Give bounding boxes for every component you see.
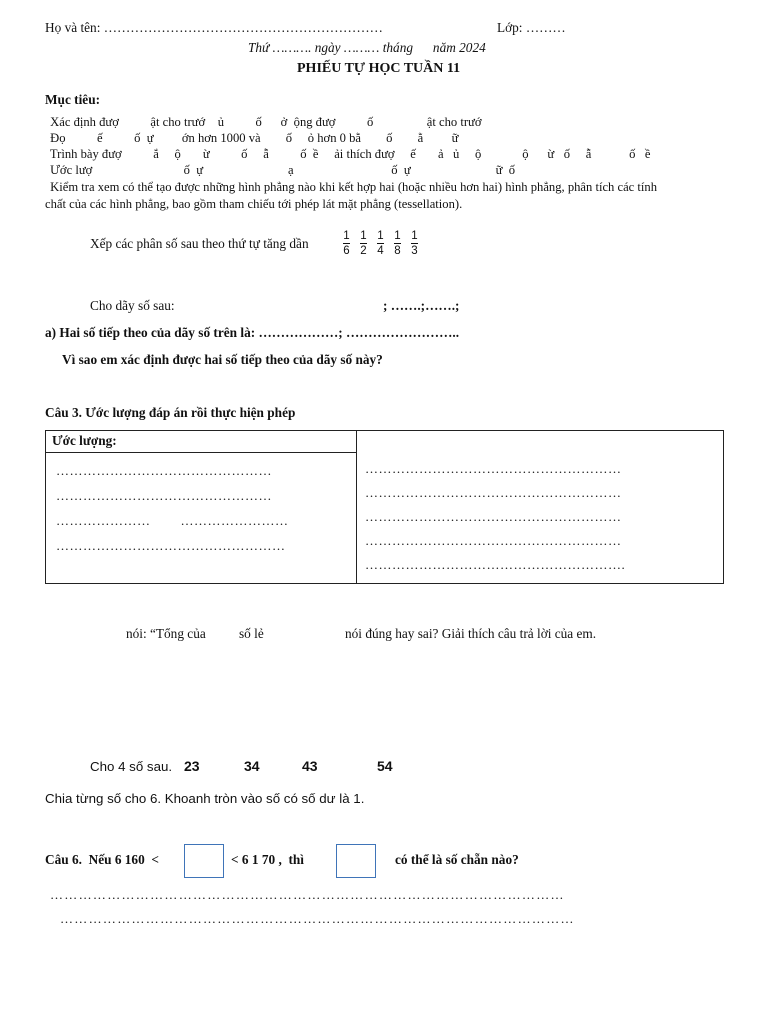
sequence-blanks: ; …….;…….; [383, 298, 460, 313]
class-field-line: Lớp: ……… [497, 20, 566, 35]
answer-box[interactable] [336, 844, 376, 878]
answer-dotted-line[interactable]: ………………………………………………… [365, 509, 622, 524]
q6-label: Câu 6. Nếu 6 160 < [45, 852, 159, 867]
date-line: Thứ ………. ngày ……… tháng năm 2024 [248, 40, 486, 55]
objectives-heading: Mục tiêu: [45, 92, 101, 107]
answer-dotted-line[interactable]: ………………………………………………… [365, 461, 622, 476]
q4-text-part1: nói: “Tổng của [126, 626, 206, 641]
sequence-prompt: Cho dãy số sau: [90, 298, 175, 313]
fraction: 1 8 [394, 230, 401, 257]
calculation-cell [357, 431, 724, 584]
answer-dotted-line[interactable]: ………………………………………………… [365, 485, 622, 500]
fraction: 1 4 [377, 230, 384, 257]
objective-item: Kiểm tra xem có thể tạo được những hình phẳng nào khi kết hợp hai (hoặc nhiều hơn hai) hình phẳng, phân tích các tính [47, 180, 657, 194]
answer-dotted-line[interactable]: ………………………………………………… [365, 533, 622, 548]
q3-title: Câu 3. Ước lượng đáp án rồi thực hiện phép [45, 405, 296, 420]
q5-number[interactable]: 23 [184, 758, 200, 774]
fractions-prompt: Xếp các phân số sau theo thứ tự tăng dần [90, 236, 309, 251]
estimate-table [45, 430, 724, 584]
answer-dotted-line[interactable]: ………………………………………… [56, 488, 272, 503]
answer-dotted-line[interactable]: …………………………………………………. [365, 557, 626, 572]
objective-item: Ước lượ ố ự ạ ố ự ữ ố [47, 163, 516, 177]
q5-number[interactable]: 43 [302, 758, 318, 774]
answer-dotted-line[interactable]: …………………………………………… [56, 538, 286, 553]
sequence-why: Vì sao em xác định được hai số tiếp theo của dãy số này? [62, 352, 383, 367]
answer-box[interactable] [184, 844, 224, 878]
fraction: 1 2 [360, 230, 367, 257]
objective-item: chất của các hình phẳng, bao gồm tham chiếu tới phép lát mặt phẳng (tessellation). [45, 197, 463, 211]
estimate-label: Ước lượng: [52, 433, 117, 448]
objective-item: Đọ ế ố ự ớn hơn 1000 và ố ỏ hơn 0 bằ ố ằ ữ [47, 131, 459, 145]
sequence-part-a: a) Hai số tiếp theo của dãy số trên là: ………………; …………………….. [45, 325, 460, 340]
objective-item: Xác định đượ ật cho trướ ủ ố ở ộng đượ ố ật cho trướ [47, 115, 482, 129]
answer-dotted-line[interactable]: ……………………………………………………………………………………………… [60, 911, 575, 926]
estimate-cell [46, 431, 357, 584]
q5-prompt: Cho 4 số sau. [90, 759, 173, 774]
objective-item: Trình bày đượ ắ ộ ừ ố ẫ ố ề ải thích đượ ế ả ủ ộ ộ ừ ố ẫ ố ề [47, 147, 651, 161]
fraction: 1 3 [411, 230, 418, 257]
name-field-line: Họ và tên: ……………………………………………………… [45, 20, 383, 35]
q4-text-part3: nói đúng hay sai? Giải thích câu trả lời của em. [345, 626, 597, 641]
fraction: 1 6 [343, 230, 350, 257]
q4-text-part2: số lẻ [239, 626, 264, 641]
q6-end-text: có thể là số chẵn nào? [395, 852, 519, 867]
q5-number[interactable]: 54 [377, 758, 393, 774]
page-title: PHIẾU TỰ HỌC TUẦN 11 [297, 61, 461, 76]
q5-instruction: Chia từng số cho 6. Khoanh tròn vào số có số dư là 1. [45, 791, 365, 806]
answer-dotted-line[interactable]: ………………… …………………… [56, 513, 289, 528]
q6-middle-text: < 6 1 70 , thì [231, 852, 304, 867]
answer-dotted-line[interactable]: ………………………………………… [56, 463, 272, 478]
q5-number[interactable]: 34 [244, 758, 260, 774]
answer-dotted-line[interactable]: ……………………………………………………………………………………………… [50, 887, 565, 902]
